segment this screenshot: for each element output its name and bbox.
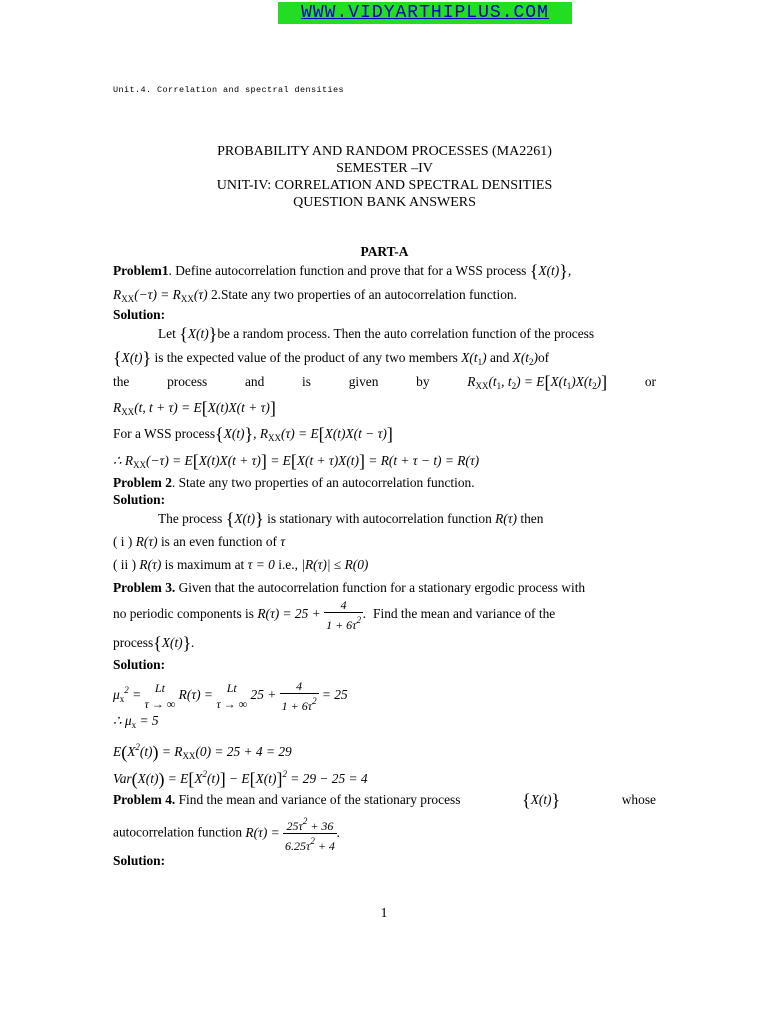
problem-3-line (113, 579, 656, 597)
text: process (113, 635, 154, 650)
math-expression: R(τ) = $\frac{25\tau^2 + 36}{6.25\tau^2 + 4}$ . (245, 816, 341, 853)
solution-2-line (113, 533, 656, 551)
math-expression: ∴ $R_{XX}(-\tau) = E[X(t)X(t + \tau)] = E[X(t + \tau)X(t)] = R(t + \tau - t) = R(\tau)$ (113, 451, 480, 471)
text: Let (158, 326, 176, 341)
solution-3-line (113, 765, 656, 788)
text: the (113, 374, 130, 389)
text: of (537, 350, 550, 365)
solution-2-line (113, 510, 656, 528)
problem-2-text: . State any two properties of an autocorrelation function. (171, 475, 475, 490)
text: process (167, 374, 208, 389)
math-expression: $R_{XX}(-\tau) = R_{XX}(\tau)$ (113, 287, 208, 304)
solution-3-line (113, 673, 656, 713)
text: no periodic components is (113, 606, 254, 621)
math-expression: τ = 0 (247, 557, 275, 572)
solution-3-line (113, 712, 656, 734)
problem-4-label: Problem 4. (113, 792, 176, 807)
text: and (244, 374, 265, 389)
solution-1-line (113, 399, 656, 421)
text: is (302, 374, 311, 389)
text: autocorrelation function (113, 824, 243, 840)
math-expression: R(τ) (135, 534, 158, 549)
text: then (520, 511, 544, 526)
math-expression: {X(t)} (113, 348, 152, 368)
text: be a random process. Then the auto correlation function of the process (217, 326, 595, 341)
text: and (489, 350, 510, 365)
solution-1-line (113, 452, 656, 474)
math-expression: |R(τ)| ≤ R(0) (301, 557, 369, 572)
solution-heading: Solution: (113, 492, 166, 507)
solution-2-line (113, 556, 656, 574)
problem-4-line-2 (113, 814, 656, 853)
text: i.e., (278, 557, 298, 572)
text: whose (621, 792, 656, 807)
problem-3-line-3 (113, 634, 656, 652)
page-number: 1 (380, 906, 388, 921)
title-line: QUESTION BANK ANSWERS (293, 195, 476, 210)
math-expression: $R_{XX}(t$, t + τ) = E[X(t)X(t + τ)] (113, 398, 276, 418)
math-expression: {X(t)}. (153, 633, 195, 653)
problem-4-text: Find the mean and variance of the stationary process (175, 792, 461, 807)
text: ( ii ) (113, 557, 137, 572)
problem-1-line (113, 262, 656, 280)
math-expression: $E(X^2(t)) = R_{XX}(0) = 25 + 4 = 29$ (113, 742, 292, 762)
title-line: PROBABILITY AND RANDOM PROCESSES (MA2261) (217, 144, 552, 159)
math-expression: {X(t)}, $R_{XX}(\tau) = E[X(t)X(t - \tau)]$ (215, 424, 393, 444)
math-expression: $\mu_x^2$ = Lt τ → ∞ R(τ) = Lt τ → ∞ 25 + $\frac{4}{1 + 6\tau^2}$ = 25 (113, 678, 348, 713)
math-expression: $X(t_1)$ (461, 350, 487, 367)
text: by (416, 374, 430, 389)
problem-2-line (113, 474, 656, 492)
math-expression: R(τ) (495, 511, 518, 526)
problem-3-label: Problem 3. (113, 580, 176, 595)
website-banner[interactable]: WWW.VIDYARTHIPLUS.COM (278, 2, 572, 24)
math-expression: {X(t)} (225, 509, 264, 529)
text: The process (158, 511, 223, 526)
text: is the expected value of the product of any two members (154, 350, 458, 365)
math-expression: {X(t)}, (529, 261, 572, 281)
math-expression: $Var(X(t)) = E[X^2(t)] - E[X(t)]^2 = 29 - 25 = 4$ (113, 769, 368, 789)
math-expression: {X(t)} (179, 324, 218, 344)
title-line: UNIT-IV: CORRELATION AND SPECTRAL DENSITIES (216, 178, 553, 193)
problem-2-label: Problem 2 (113, 475, 172, 490)
text: For a WSS process (113, 426, 216, 441)
solution-heading: Solution: (113, 657, 166, 672)
math-expression: R(τ) = 25 + $\frac{4}{1 + 6\tau^2}$ . (257, 597, 367, 632)
math-expression: $R_{XX}(t_1$, $t_2) = E[X(t_1)X(t_2)]$ (467, 372, 608, 392)
problem-4-line (113, 791, 656, 809)
text: or (644, 374, 656, 389)
text: is an even function of (160, 534, 277, 549)
solution-heading: Solution: (113, 307, 166, 322)
text: is maximum at (164, 557, 245, 572)
problem-3-text: Given that the autocorrelation function for a stationary ergodic process with (175, 580, 586, 595)
math-expression: ∴ $\mu_x = 5$ (113, 713, 159, 730)
document-title-block (113, 143, 656, 211)
problem-1-line-2 (113, 286, 656, 308)
text: Find the mean and variance of the (373, 606, 556, 621)
math-expression: R(τ) (139, 557, 162, 572)
text: ( i ) (113, 534, 133, 549)
solution-3-line (113, 738, 656, 765)
math-expression: $X(t_2)$ (512, 350, 538, 367)
solution-1-line (113, 373, 656, 395)
problem-3-line-2 (113, 597, 656, 631)
math-expression: τ (280, 534, 286, 549)
problem-1-label: Problem1 (113, 263, 169, 278)
problem-1-text-2: 2.State any two properties of an autocorrelation function. (210, 287, 517, 302)
solution-heading: Solution: (113, 853, 166, 868)
running-header: Unit.4. Correlation and spectral densities (113, 85, 345, 95)
solution-1-line (113, 425, 656, 447)
part-heading: PART-A (360, 244, 409, 259)
math-expression: {X(t)} (522, 790, 561, 810)
problem-1-text: . Define autocorrelation function and prove that for a WSS process (168, 263, 527, 278)
solution-1-line (113, 349, 656, 371)
text: given (348, 374, 379, 389)
title-line: SEMESTER –IV (336, 161, 433, 176)
text: is stationary with autocorrelation function (267, 511, 492, 526)
solution-1-line (113, 325, 656, 343)
